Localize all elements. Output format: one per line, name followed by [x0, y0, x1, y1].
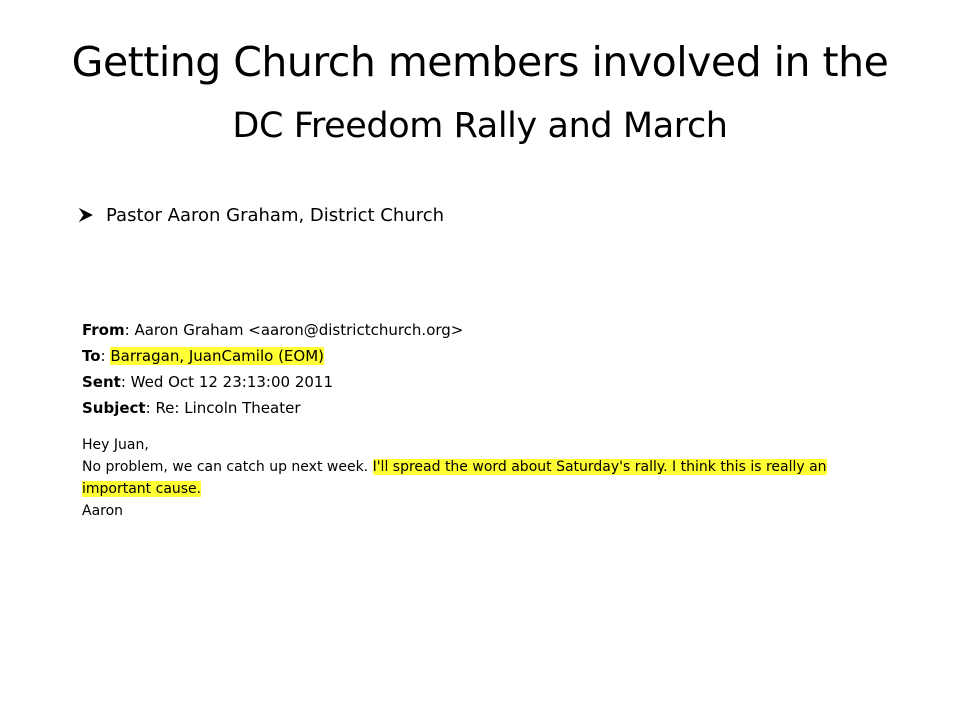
- slide-title-line-1: Getting Church members involved in the: [71, 38, 889, 86]
- slide-title-line-2: DC Freedom Rally and March: [232, 106, 728, 146]
- email-body: [82, 434, 902, 522]
- colon-sep: :: [145, 399, 156, 417]
- email-body-highlight: important cause.: [82, 481, 202, 497]
- email-sent-value: Wed Oct 12 23:13:00 2011: [130, 373, 333, 391]
- email-to-row: [82, 343, 902, 369]
- email-from-label: From: [82, 321, 125, 339]
- email-subject-row: [82, 395, 902, 421]
- email-greeting: Hey Juan,: [82, 437, 149, 453]
- email-to-label: To: [82, 347, 101, 365]
- email-body-text: No problem, we can catch up next week.: [82, 459, 373, 475]
- email-body-line: [82, 456, 902, 478]
- email-sent-label: Sent: [82, 373, 121, 391]
- email-body-line: [82, 478, 902, 500]
- email-to-value: Barragan, JuanCamilo (EOM): [110, 347, 324, 365]
- email-subject-value: Re: Lincoln Theater: [155, 399, 301, 417]
- bullet-text: Pastor Aaron Graham, District Church: [106, 204, 445, 226]
- arrowhead-bullet-icon: [79, 208, 93, 222]
- email-from-row: [82, 317, 902, 343]
- email-sent-row: [82, 369, 902, 395]
- colon-sep: :: [100, 347, 111, 365]
- colon-sep: :: [120, 373, 131, 391]
- email-body-highlight: I'll spread the word about Saturday's rally. I think this is really an: [372, 459, 827, 475]
- email-excerpt: [82, 317, 902, 522]
- email-signature: Aaron: [82, 503, 124, 519]
- email-subject-label: Subject: [82, 399, 146, 417]
- bullet-item: [79, 203, 444, 227]
- colon-sep: :: [124, 321, 135, 339]
- email-from-value: Aaron Graham <aaron@districtchurch.org>: [134, 321, 464, 339]
